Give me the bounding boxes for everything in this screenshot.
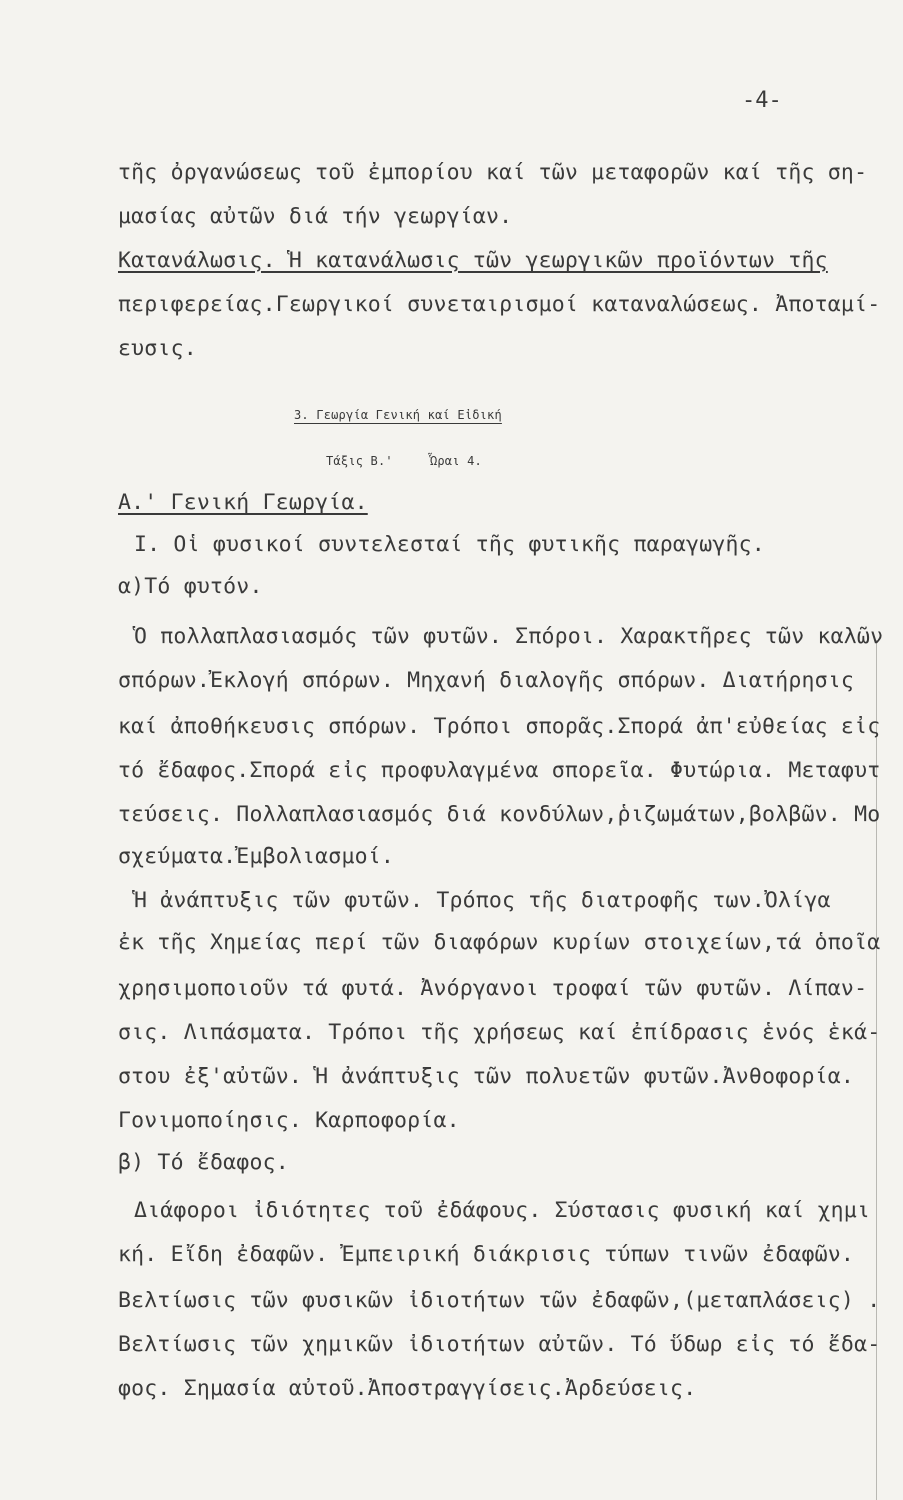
text-line: σχεύματα.Ἐμβολιασμοί. [118,844,395,869]
text-line: Ι. Οἱ φυσικοί συντελεσταί τῆς φυτικῆς παραγωγῆς. [134,532,765,557]
page-number: -4- [742,88,782,113]
text-line: β) Τό ἔδαφος. [118,1150,289,1175]
text-line: χρησιμοποιοῦν τά φυτά. Ἀνόργανοι τροφαί τῶν φυτῶν. Λίπαν- [118,976,868,1001]
text-line: κή. Εἴδη ἐδαφῶν. Ἐμπειρική διάκρισις τύπων τινῶν ἐδαφῶν. [118,1242,855,1267]
text-line: μασίας αὐτῶν διά τήν γεωργίαν. [118,204,513,229]
text-line: α)Τό φυτόν. [118,574,263,599]
text-line: καί ἀποθήκευσις σπόρων. Τρόποι σπορᾶς.Σπορά ἀπ'εὐθείας εἰς [118,714,881,739]
text-line: ευσις. [118,336,197,361]
section-heading-consumption: Κατανάλωσις. Ἡ κατανάλωσις τῶν γεωργικῶν προϊόντων τῆς [118,248,828,273]
text-line: Γονιμοποίησις. Καρποφορία. [118,1108,460,1133]
text-line: σις. Λιπάσματα. Τρόποι τῆς χρήσεως καί ἐπίδρασις ἑνός ἑκά- [118,1020,881,1045]
text-line: τῆς ὀργανώσεως τοῦ ἐμπορίου καί τῶν μεταφορῶν καί τῆς ση- [118,160,868,185]
text-line: περιφερείας.Γεωργικοί συνεταιρισμοί καταναλώσεως. Ἀποταμί- [118,292,881,317]
text-line: φος. Σημασία αὐτοῦ.Ἀποστραγγίσεις.Ἀρδεύσεις. [118,1376,697,1401]
text-line: στου ἐξ'αὐτῶν. Ἡ ἀνάπτυξις τῶν πολυετῶν φυτῶν.Ἀνθοφορία. [118,1064,855,1089]
course-title: 3. Γεωργία Γενική καί Εἰδική [294,408,502,422]
subsection-heading: Α.' Γενική Γεωργία. [118,490,368,515]
text-line: Διάφοροι ἰδιότητες τοῦ ἐδάφους. Σύστασις φυσική καί χημι [134,1198,871,1223]
text-line: σπόρων.Ἐκλογή σπόρων. Μηχανή διαλογῆς σπόρων. Διατήρησις [118,668,855,693]
text-line: τό ἔδαφος.Σπορά εἰς προφυλαγμένα σπορεῖα. Φυτώρια. Μεταφυτ [118,758,881,783]
text-line: Βελτίωσις τῶν χημικῶν ἰδιοτήτων αὐτῶν. Τό ὕδωρ εἰς τό ἔδα- [118,1332,881,1357]
text-line: Ἡ ἀνάπτυξις τῶν φυτῶν. Τρόπος τῆς διατροφῆς των.Ὀλίγα [134,888,831,913]
text-line: τεύσεις. Πολλαπλασιασμός διά κονδύλων,ῥιζωμάτων,βολβῶν. Μο [118,802,881,827]
text-line: Ὁ πολλαπλασιασμός τῶν φυτῶν. Σπόροι. Χαρακτῆρες τῶν καλῶν [134,624,884,649]
text-line: ἐκ τῆς Χημείας περί τῶν διαφόρων κυρίων στοιχείων,τά ὁποῖα [118,930,881,955]
course-class-hours: Τάξις Β.' Ὧραι 4. [326,454,482,468]
text-line: Βελτίωσις τῶν φυσικῶν ἰδιοτήτων τῶν ἐδαφῶν,(μεταπλάσεις) . [118,1288,881,1313]
